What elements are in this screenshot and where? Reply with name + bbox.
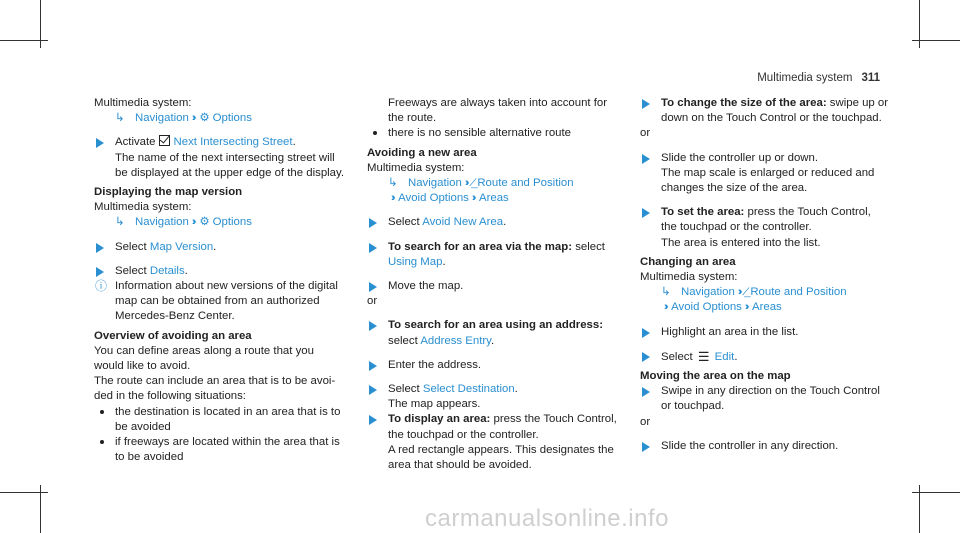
- heading-new-area: Avoiding a new area: [367, 146, 477, 159]
- step-select-destination: Select Select Destination. The map appears.: [367, 382, 625, 412]
- list-item: if freeways are located within the area that is to be avoided: [94, 435, 352, 465]
- menu-edit-icon: ☰: [697, 348, 710, 364]
- page-number: 311: [861, 72, 880, 84]
- return-arrow-icon: ↳: [115, 216, 125, 229]
- column-2: Freeways are always taken into account for the route. there is no sensible alternative route Avoiding a new area Multimedia system: ↳ Navigation ›› ⁄̲ Route and Position ›› Avoid Options ›› Areas Select Avoid New Area. To search for an area via the map: select Using Map. Move the map. or To search for an area using an address: select Address Entry. Enter the address. Select Select Destination. The map appears. To display an area: press the Touch Control, the touchpad or the controller. A red rectangle appears. This designates the area that should be avoided.: [367, 96, 625, 473]
- step-set-area: To set the area: press the Touch Control, the touchpad or the controller. The area is entered into the list.: [640, 205, 898, 251]
- step-select-details: Select Details.: [94, 264, 352, 279]
- chevron-right-icon: ››: [191, 112, 194, 125]
- chevron-right-icon: ››: [391, 192, 393, 205]
- step-change-size: To change the size of the area: swipe up or down on the Touch Control or the touchpad.: [640, 96, 898, 126]
- heading-map-version: Displaying the map version: [94, 186, 243, 199]
- menu-path-cont: ›› Avoid Options ›› Areas: [664, 301, 782, 314]
- chevron-right-icon: ››: [664, 301, 666, 314]
- watermark: carmanualsonline.info: [425, 505, 669, 532]
- menu-path: ↳ Navigation ›› ⁄̲ Route and Position: [367, 176, 625, 191]
- step-move-map: Move the map.: [367, 279, 625, 294]
- step-display-area: To display an area: press the Touch Control, the touchpad or the controller. A red rectangle appears. This designates the area that should be avoided.: [367, 412, 625, 473]
- chevron-right-icon: ››: [471, 192, 474, 205]
- return-arrow-icon: ↳: [115, 112, 125, 125]
- menu-path: [94, 111, 352, 126]
- step-activate: Activate Next Intersecting Street. The name of the next intersecting street will be displayed at the upper edge of the display.: [94, 135, 352, 181]
- menu-path-cont: ›› Avoid Options ›› Areas: [391, 192, 509, 205]
- menu-next-intersecting-street: Next Intersecting Street: [173, 136, 293, 149]
- step-search-address: To search for an area using an address: select Address Entry.: [367, 318, 625, 348]
- step-highlight: Highlight an area in the list.: [640, 325, 898, 340]
- crop-mark: [912, 492, 960, 493]
- menu-navigation: Navigation: [135, 112, 189, 125]
- heading-moving: Moving the area on the map: [640, 370, 791, 383]
- route-icon: ⁄̲: [745, 286, 748, 299]
- menu-path: ↳ Navigation ›› ⁄̲ Route and Position: [640, 285, 898, 300]
- gear-icon: ⚙: [199, 112, 210, 125]
- crop-mark: [0, 492, 48, 493]
- step-select-map-version: Select Map Version.: [94, 240, 352, 255]
- menu-details: Details: [149, 264, 185, 277]
- crop-mark: [912, 40, 960, 41]
- step-slide: Slide the controller up or down. The map scale is enlarged or reduced and changes the size of the area.: [640, 151, 898, 197]
- info-note: ⓘ Information about new versions of the digital map can be obtained from an authorized Mercedes-Benz Center.: [95, 279, 338, 323]
- chevron-right-icon: ››: [191, 216, 194, 229]
- return-arrow-icon: ↳: [388, 177, 398, 190]
- gear-icon: ⚙: [199, 216, 210, 229]
- chevron-right-icon: ››: [464, 177, 467, 190]
- list-item: there is no sensible alternative route: [367, 126, 625, 141]
- column-3: To change the size of the area: swipe up or down on the Touch Control or the touchpad. or Slide the controller up or down. The map scale is enlarged or reduced and changes the size of the area. To set the area: press the Touch Control, the touchpad or the controller. The area is entered into the list. Changing an area Multimedia system: ↳ Navigation ›› ⁄̲ Route and Position ›› Avoid Options ›› Areas Highlight an area in the list. Select ☰ Edit. Moving the area on the map Swipe in any direction on the Touch Control or touchpad. or Slide the controller in any direction.: [640, 96, 898, 454]
- step-select-edit: Select ☰ Edit.: [640, 349, 898, 365]
- chevron-right-icon: ››: [744, 301, 747, 314]
- section-title: Multimedia system: [757, 72, 853, 84]
- step-enter-address: Enter the address.: [367, 358, 625, 373]
- heading-overview: Overview of avoiding an area: [94, 329, 252, 342]
- menu-options: Options: [212, 112, 252, 125]
- menu-path: ↳ Navigation ›› ⚙ Options: [94, 215, 352, 230]
- step-slide-any: Slide the controller in any direction.: [640, 439, 898, 454]
- return-arrow-icon: ↳: [661, 286, 671, 299]
- info-icon: ⓘ: [95, 279, 108, 294]
- step-search-map: To search for an area via the map: select Using Map.: [367, 240, 625, 270]
- column-1: Multimedia system: ↳ Navigation ›› ⚙ Options Activate Next Intersecting Street. The name of the next intersecting street will be displayed at the upper edge of the display. Displaying the map version Multimedia system: ↳ Navigation ›› ⚙ Options Select Map Version. Select Details. ⓘ Information about new versions of the digital map can be obtained from an authorized Mercedes-Benz Center. Overview of avoiding an area You can define areas along a route that you would like to avoid. The route can include an area that is to be avoi- ded in the following situations: the destination is located in an area that is to be avoided if freeways are located within the area that is to be avoided: [94, 96, 352, 465]
- step-avoid-new-area: Select Avoid New Area.: [367, 215, 625, 230]
- checkbox-icon: [159, 135, 170, 146]
- heading-changing: Changing an area: [640, 255, 736, 268]
- list-item: the destination is located in an area that is to be avoided: [94, 405, 352, 435]
- chevron-right-icon: ››: [737, 286, 740, 299]
- step-swipe: Swipe in any direction on the Touch Control or touchpad.: [640, 384, 898, 414]
- page-header: [757, 72, 880, 84]
- route-icon: ⁄̲: [472, 177, 475, 190]
- menu-map-version: Map Version: [149, 240, 214, 253]
- crop-mark: [0, 40, 48, 41]
- menu-path-label: Multimedia system:: [94, 97, 192, 109]
